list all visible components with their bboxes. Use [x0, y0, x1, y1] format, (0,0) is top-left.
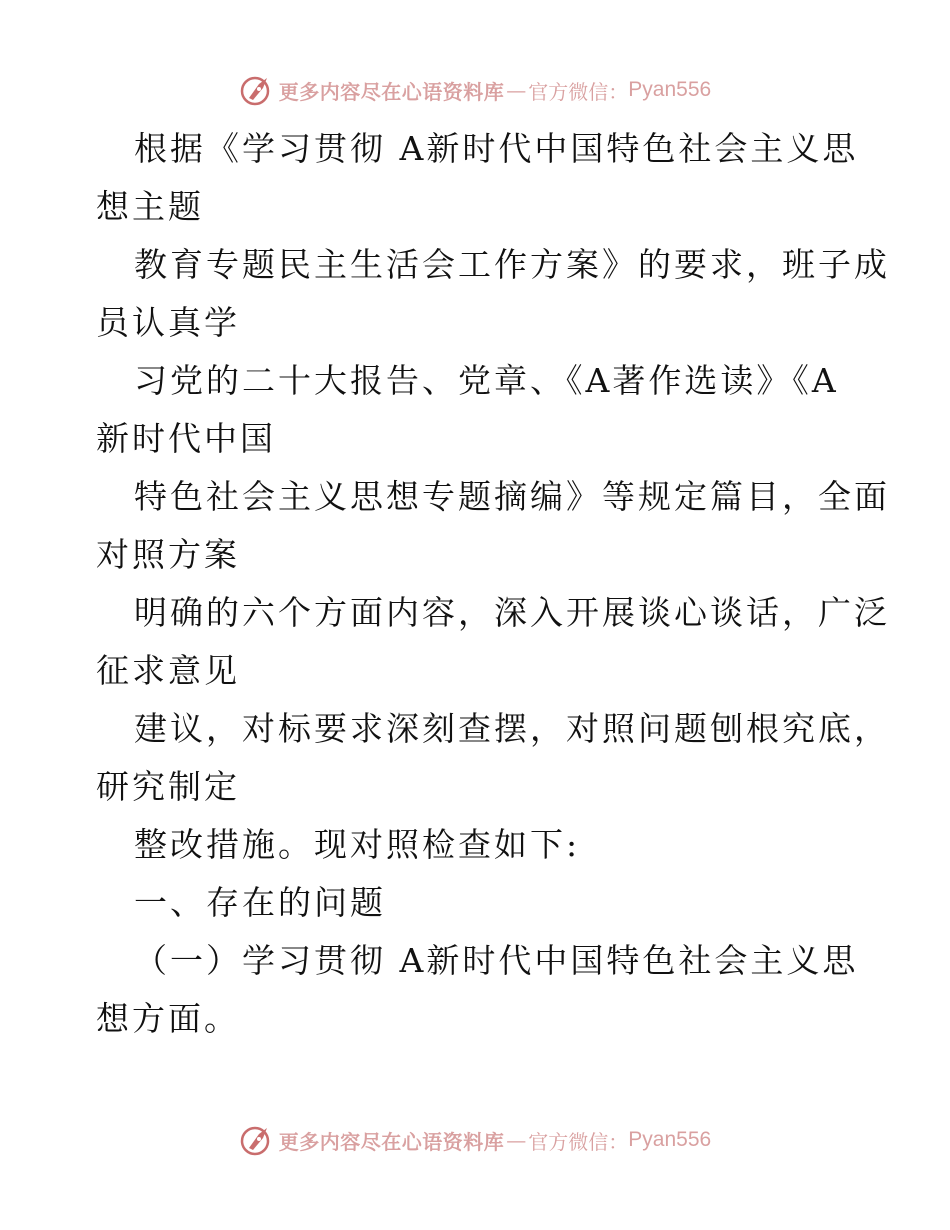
watermark-wechat-id: Pyan556 — [628, 78, 712, 101]
watermark-wechat-id: Pyan556 — [628, 1128, 712, 1151]
watermark-site-text: 更多内容尽在心语资料库 — [278, 79, 505, 104]
paragraph-line: 研究制定 — [96, 767, 240, 806]
pen-nib-logo-icon — [239, 1122, 275, 1158]
paragraph-line: 建议，对标要求深刻查摆，对照问题刨根究底， — [134, 709, 890, 748]
subsection-heading: （一）学习贯彻 A新时代中国特色社会主义思 — [134, 941, 859, 980]
document-body — [96, 120, 890, 1048]
section-heading: 一、存在的问题 — [134, 883, 386, 922]
paragraph-line: 习党的二十大报告、党章、《A著作选读》《A — [134, 361, 839, 400]
paragraph-line: 教育专题民主生活会工作方案》的要求，班子成 — [134, 245, 890, 284]
watermark-site-text: 更多内容尽在心语资料库 — [278, 1129, 505, 1154]
watermark-banner-bottom — [0, 1120, 950, 1160]
paragraph-line: 对照方案 — [96, 535, 240, 574]
paragraph-line: 明确的六个方面内容，深入开展谈心谈话，广泛 — [134, 593, 890, 632]
watermark-wechat-label: 官方微信： — [528, 1129, 629, 1154]
paragraph-line: 员认真学 — [96, 303, 240, 342]
paragraph-line: 想主题 — [96, 187, 204, 226]
pen-nib-logo-icon — [239, 72, 275, 108]
watermark-wechat-label: 官方微信： — [528, 79, 629, 104]
paragraph-line: 根据《学习贯彻 A新时代中国特色社会主义思 — [134, 129, 859, 168]
paragraph-line: 想方面。 — [96, 999, 240, 1038]
watermark-separator: — — [506, 1128, 527, 1152]
watermark-separator: — — [506, 78, 527, 102]
paragraph-line: 征求意见 — [96, 651, 240, 690]
watermark-banner-top — [0, 70, 950, 110]
paragraph-line: 整改措施。现对照检查如下: — [134, 825, 581, 864]
paragraph-line: 新时代中国 — [96, 419, 276, 458]
paragraph-line: 特色社会主义思想专题摘编》等规定篇目，全面 — [134, 477, 890, 516]
